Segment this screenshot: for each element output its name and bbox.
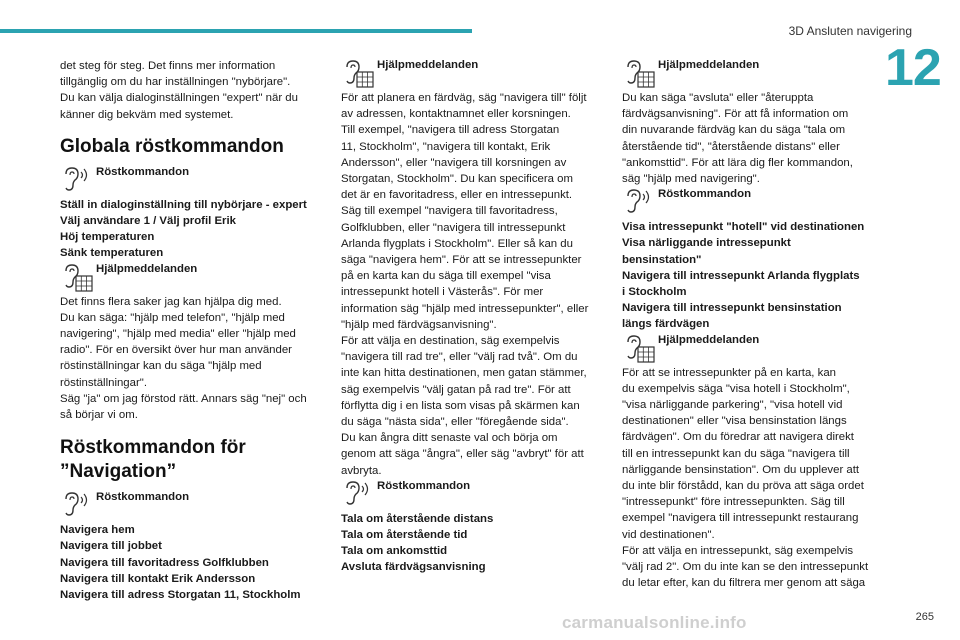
column-1: [60, 58, 328, 603]
heading-global-voice-commands: Globala röstkommandon: [60, 135, 284, 157]
help-messages-icon: [622, 58, 658, 92]
chapter-number: 12: [885, 39, 941, 97]
voice-commands-block-2: [60, 490, 328, 524]
voice-commands-list-2: Navigera hem Navigera till jobbet Navigera till favoritadress Golfklubben Navigera till kontakt Erik Andersson Navigera till adress Storgatan 11, Stockholm: [60, 524, 301, 602]
help-messages-text-3: Du kan säga "avsluta" eller "återuppta färdvägsanvisning". För att få information om din nuvarande färdväg kan du säga "tala om återstående tid", "återstående distans" eller "ankomsttid". För att lära dig fler kommandon, säg "hjälp med navigering".: [622, 92, 853, 186]
voice-commands-block-4: [622, 187, 890, 221]
voice-commands-label: Röstkommandon: [658, 188, 752, 201]
help-messages-block-3: [622, 58, 890, 92]
column-3: [622, 58, 890, 591]
voice-command-icon: [341, 479, 377, 513]
chapter-title: 3D Ansluten navigering: [788, 24, 912, 38]
help-messages-label: Hjälpmeddelanden: [96, 262, 198, 275]
help-messages-text-4: För att se intressepunkter på en karta, kan du exempelvis säga "visa hotell i Stockholm", "visa närliggande parkering", "visa hotell vid destinationen" eller "visa bensinstation längs färdvägen". Om du föredrar att navigera direkt till en intressepunkt kan du säga "navigera till närliggande bensinstation". Om du upplever att du inte blir förstådd, kan du pröva att säga ordet "intressepunkt" före intressepunkten. Säg till exempel "navigera till intressepunkt restaurang vid destinationen". För att välja en intressepunkt, säg exempelvis "välj rad 2". Om du inte kan se den intressepunkt du letar efter, kan du filtrera mer genom att säga: [622, 366, 869, 590]
voice-commands-list-3: Tala om återstående distans Tala om återstående tid Tala om ankomsttid Avsluta färdvägsanvisning: [341, 512, 494, 574]
voice-commands-list-1: Ställ in dialoginställning till nybörjare - expert Välj användare 1 / Välj profil Erik Höj temperaturen Sänk temperaturen: [60, 198, 307, 260]
help-messages-text-2: För att planera en färdväg, säg "navigera till" följt av adressen, kontaktnamnet eller korsningen. Till exempel, "navigera till adress Storgatan 11, Stockholm", "navigera till kontakt, Erik Andersson", eller "navigera till korsningen av Storgatan, Stockholm". Du kan specificera om det är en favoritadress, eller en intressepunkt. Säg till exempel "navigera till favoritadress, Golfklubben, eller "navigera till intressepunkt Arlanda flygplats i Stockholm". Eller så kan du säga "navigera hem". För att se intressepunkter på en karta kan du säga till exempel "visa intressepunkt hotell i Västerås". För mer information säg "hjälp med intressepunkter", eller "hjälp med färdvägsanvisning". För att välja en destination, säg exempelvis "navigera till rad tre", eller "välj rad två". Om du inte kan hitta destinationen, men gatan stämmer, säg exempelvis "välj gatan på rad tre". För att förflytta dig i en lista som visas på skärmen kan du säga "nästa sida", eller "föregående sida". Du kan ångra ditt senaste val och börja om genom att säga "ångra", eller säg "avbryt" för att avbryta.: [341, 92, 589, 477]
help-messages-text-1: Det finns flera saker jag kan hjälpa dig med. Du kan säga: "hjälp med telefon", "hjälp med navigering", "hjälp med media" eller "hjälp med radio". För en översikt över hur man använder röstinställningar kan du säga "hjälp med röstinställningar". Säg "ja" om jag förstod rätt. Annars säg "nej" och så börjar vi om.: [60, 295, 307, 422]
voice-commands-label: Röstkommandon: [377, 479, 471, 492]
help-messages-block-4: [622, 333, 890, 367]
help-messages-block-1: [60, 262, 328, 296]
page-number: 265: [915, 611, 934, 623]
help-messages-icon: [341, 58, 377, 92]
voice-commands-block-1: [60, 165, 328, 199]
help-messages-icon: [622, 333, 658, 367]
voice-command-icon: [622, 187, 658, 221]
voice-command-icon: [60, 490, 96, 524]
voice-command-icon: [60, 165, 96, 199]
heading-navigation-voice-commands: Röstkommandon för ”Navigation”: [60, 437, 246, 483]
watermark: carmanualsonline.info: [562, 613, 747, 632]
help-messages-label: Hjälpmeddelanden: [658, 333, 760, 346]
intro-paragraph: det steg för steg. Det finns mer information tillgänglig om du har inställningen "nybörjare". Du kan välja dialoginställningen "expert" när du känner dig bekväm med systemet.: [60, 60, 298, 121]
header-accent-bar: [0, 29, 472, 33]
column-2: [341, 58, 609, 576]
voice-commands-label: Röstkommandon: [96, 491, 190, 504]
help-messages-block-2: [341, 58, 609, 92]
voice-commands-block-3: [341, 479, 609, 513]
voice-commands-list-4: Visa intressepunkt "hotell" vid destinationen Visa närliggande intressepunkt bensinstation" Navigera till intressepunkt Arlanda flygplats i Stockholm Navigera till intressepunkt bensinstation längs färdvägen: [622, 221, 865, 331]
help-messages-label: Hjälpmeddelanden: [658, 59, 760, 71]
help-messages-icon: [60, 262, 96, 296]
help-messages-label: Hjälpmeddelanden: [377, 59, 479, 71]
voice-commands-label: Röstkommandon: [96, 165, 190, 178]
